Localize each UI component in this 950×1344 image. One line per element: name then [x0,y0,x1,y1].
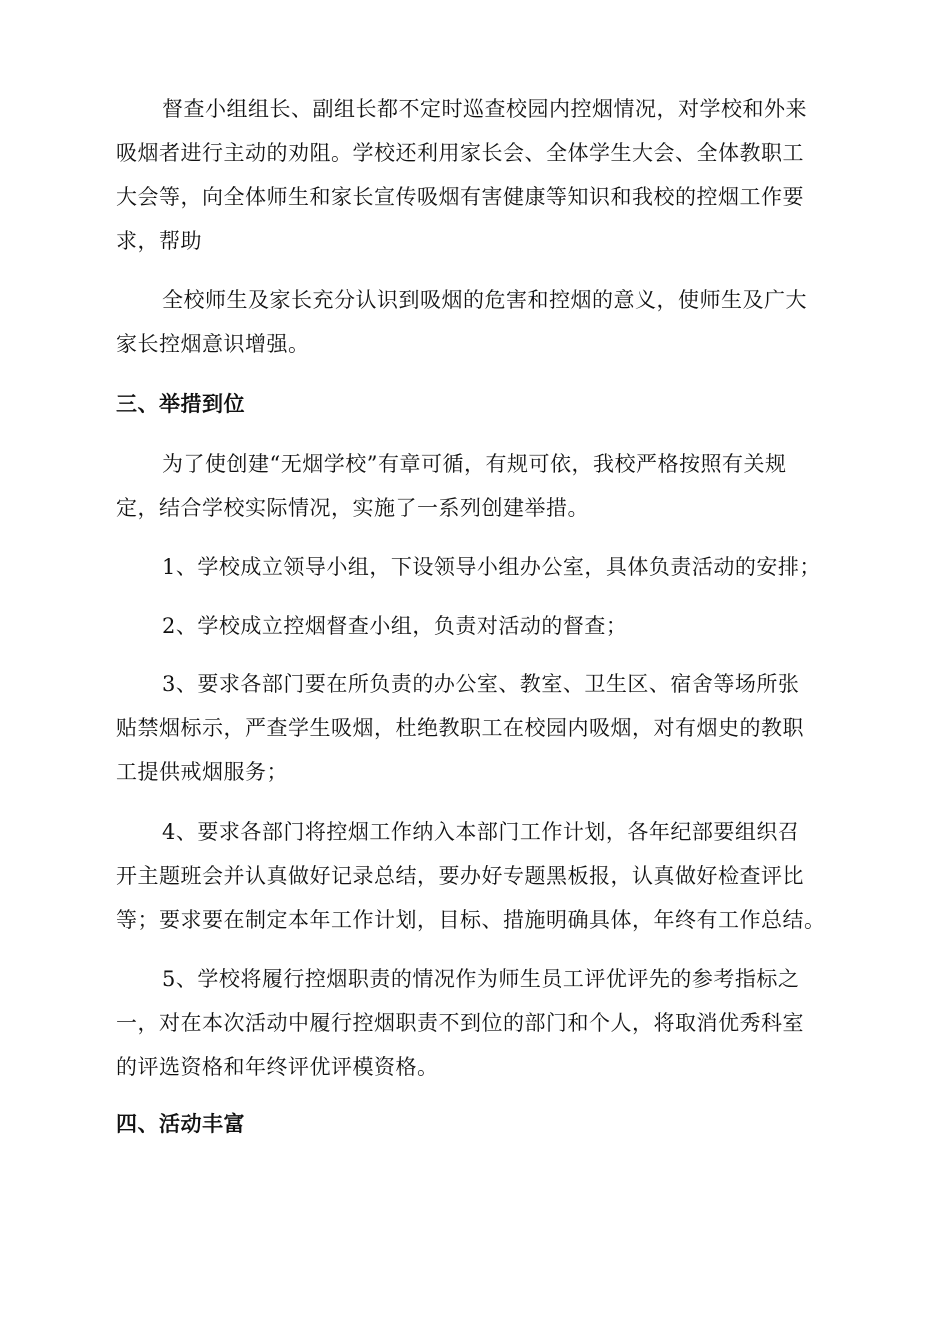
text-line: 为了使创建“无烟学校”有章可循，有规可依，我校严格按照有关规 [162,452,787,476]
text-line: 的评选资格和年终评优评模资格。 [116,1055,439,1079]
text-line: 2、学校成立控烟督查小组，负责对活动的督查； [162,614,628,638]
text-line: 等；要求要在制定本年工作计划，目标、措施明确具体，年终有工作总结。 [116,908,826,932]
text-line: 3、要求各部门要在所负责的办公室、教室、卫生区、宿舍等场所张 [162,672,800,696]
text-line: 一，对在本次活动中履行控烟职责不到位的部门和个人，将取消优秀科室 [116,1011,804,1035]
text-line: 求，帮助 [116,229,202,253]
text-line: 5、学校将履行控烟职责的情况作为师生员工评优评先的参考指标之 [162,967,800,991]
list-item-2 [116,604,856,648]
text-line: 全校师生及家长充分认识到吸烟的危害和控烟的意义，使师生及广大 [162,288,807,312]
text-line: 贴禁烟标示，严查学生吸烟，杜绝教职工在校园内吸烟，对有烟史的教职 [116,716,804,740]
text-line: 开主题班会并认真做好记录总结，要办好专题黑板报，认真做好检查评比 [116,864,804,888]
paragraph-supervision [116,87,856,263]
text-line: 督查小组组长、副组长都不定时巡查校园内控烟情况，对学校和外来 [162,97,807,121]
text-line: 工提供戒烟服务； [116,760,288,784]
text-line: 定，结合学校实际情况，实施了一系列创建举措。 [116,496,589,520]
list-item-1 [116,545,856,589]
paragraph-awareness [116,278,856,366]
list-item-5 [116,957,856,1089]
text-line: 4、要求各部门将控烟工作纳入本部门工作计划，各年纪部要组织召 [162,820,800,844]
section-heading-activities: 四、活动丰富 [116,1112,245,1136]
text-line: 家长控烟意识增强。 [116,332,310,356]
paragraph-measures-intro [116,442,856,530]
section-heading-measures: 三、举措到位 [116,392,245,416]
text-line: 大会等，向全体师生和家长宣传吸烟有害健康等知识和我校的控烟工作要 [116,185,804,209]
text-line: 1、学校成立领导小组，下设领导小组办公室，具体负责活动的安排； [162,555,821,579]
list-item-3 [116,662,856,794]
text-line: 吸烟者进行主动的劝阻。学校还利用家长会、全体学生大会、全体教职工 [116,141,804,165]
list-item-4 [116,810,856,942]
